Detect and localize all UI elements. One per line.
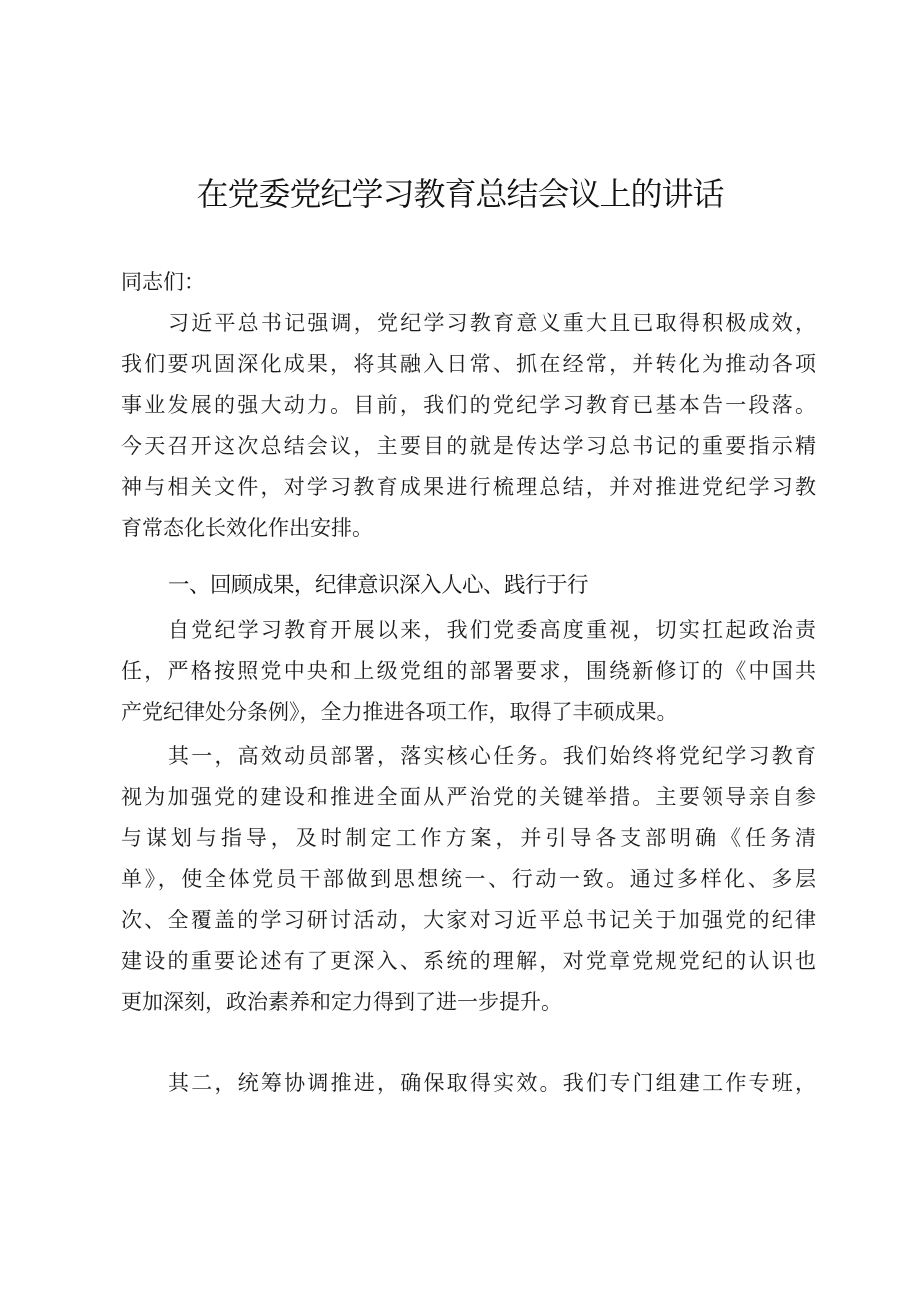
paragraph-line: 任，严格按照党中央和上级党组的部署要求，围绕新修订的《中国共	[121, 659, 816, 683]
paragraph-line: 我们要巩固深化成果，将其融入日常、抓在经常，并转化为推动各项	[121, 352, 816, 376]
paragraph-line: 次、全覆盖的学习研讨活动，大家对习近平总书记关于加强党的纪律	[121, 908, 816, 932]
paragraph-line: 自党纪学习教育开展以来，我们党委高度重视，切实扛起政治责	[168, 618, 816, 642]
paragraph-line: 其一，高效动员部署，落实核心任务。我们始终将党纪学习教育	[168, 744, 816, 768]
paragraph-line: 事业发展的强大动力。目前，我们的党纪学习教育已基本告一段落。	[121, 393, 816, 417]
paragraph-line: 神与相关文件，对学习教育成果进行梳理总结，并对推进党纪学习教	[121, 475, 816, 499]
section-heading: 一、回顾成果，纪律意识深入人心、践行于行	[168, 573, 589, 598]
paragraph-line: 产党纪律处分条例》，全力推进各项工作，取得了丰硕成果。	[121, 700, 678, 724]
paragraph-line: 建设的重要论述有了更深入、系统的理解，对党章党规党纪的认识也	[121, 949, 816, 973]
paragraph-line: 今天召开这次总结会议，主要目的就是传达学习总书记的重要指示精	[121, 434, 816, 458]
section-paragraph-3	[121, 1063, 816, 1104]
page-title: 在党委党纪学习教育总结会议上的讲话	[196, 175, 724, 213]
paragraph-line: 其二，统筹协调推进，确保取得实效。我们专门组建工作专班，	[168, 1071, 816, 1095]
section-paragraph-2	[121, 736, 816, 1023]
paragraph-line: 育常态化长效化作出安排。	[121, 516, 373, 540]
salutation: 同志们：	[121, 270, 205, 294]
paragraph-line: 更加深刻，政治素养和定力得到了进一步提升。	[121, 990, 562, 1014]
section-paragraph-1	[121, 610, 816, 733]
paragraph-line: 与谋划与指导，及时制定工作方案，并引导各支部明确《任务清	[121, 826, 816, 850]
paragraph-line: 习近平总书记强调，党纪学习教育意义重大且已取得积极成效，	[168, 311, 816, 335]
intro-block	[121, 262, 816, 303]
intro-paragraph	[121, 303, 816, 549]
paragraph-line: 视为加强党的建设和推进全面从严治党的关键举措。主要领导亲自参	[121, 785, 816, 809]
paragraph-line: 单》，使全体党员干部做到思想统一、行动一致。通过多样化、多层	[121, 867, 816, 891]
